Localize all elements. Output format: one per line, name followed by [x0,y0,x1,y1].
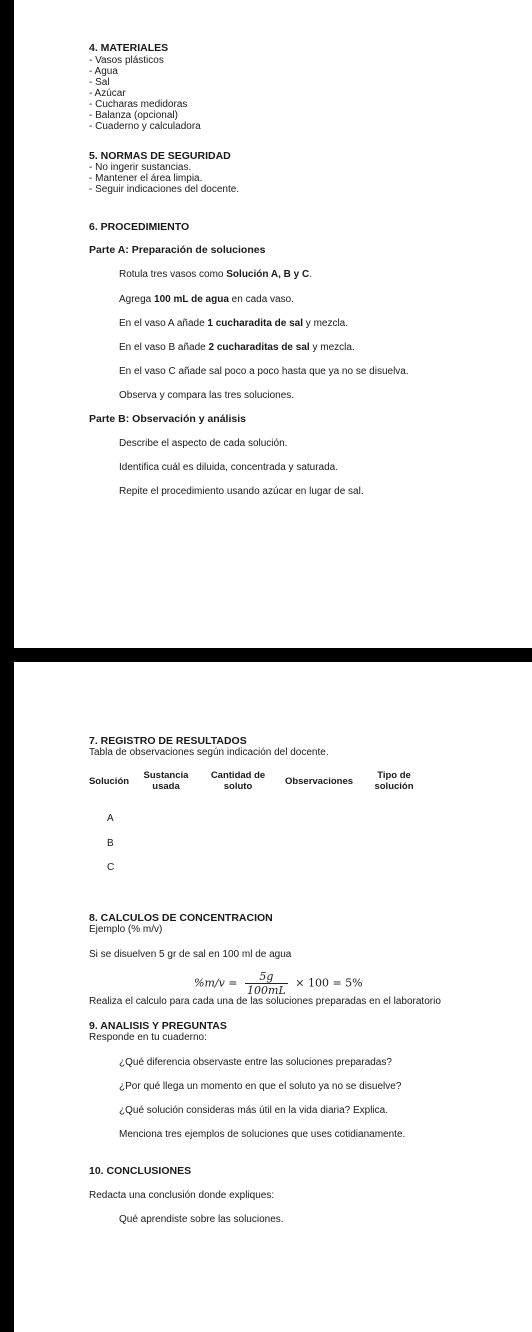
list-item: - Agua [89,66,118,77]
col-header-solucion: Solución [88,775,130,787]
list-item: - Vasos plásticos [89,55,164,66]
parte-a-step-5: En el vaso C añade sal poco a poco hasta que ya no se disuelva. [119,366,409,377]
formula-numerator: 5g [245,970,288,984]
conclusiones-item-1: Qué aprendiste sobre las soluciones. [119,1214,284,1225]
col-header-observaciones: Observaciones [284,775,354,787]
question-4: Menciona tres ejemplos de soluciones que uses cotidianamente. [119,1129,406,1140]
list-item: - Sal [89,77,110,88]
parte-a-step-2: Agrega 100 mL de agua en cada vaso. [119,294,294,305]
list-item: - Cuaderno y calculadora [89,121,201,132]
parte-b-heading: Parte B: Observación y análisis [89,413,246,425]
procedimiento-heading: 6. PROCEDIMIENTO [89,221,190,233]
list-item: - Azúcar [89,88,126,99]
conclusiones-subtitle: Redacta una conclusión donde expliques: [89,1190,275,1201]
normas-heading: 5. NORMAS DE SEGURIDAD [89,150,231,162]
materiales-list [89,55,201,132]
parte-a-heading: Parte A: Preparación de soluciones [89,244,266,256]
parte-b-step-1: Describe el aspecto de cada solución. [119,438,288,449]
parte-a-step-1: Rotula tres vasos como Solución A, B y C. [119,269,313,280]
parte-a-step-4: En el vaso B añade 2 cucharaditas de sal y mezcla. [119,342,355,353]
analisis-subtitle: Responde en tu cuaderno: [89,1032,207,1043]
document-page-2 [14,662,532,1332]
parte-a-step-3: En el vaso A añade 1 cucharadita de sal y mezcla. [119,318,349,329]
table-header-row [86,770,426,792]
row-label-b: B [107,838,114,849]
concentration-formula [194,970,363,997]
calculos-example: Ejemplo (% m/v) [89,924,163,935]
col-header-tipo: Tipo de solución [374,770,414,792]
col-header-cantidad: Cantidad de soluto [210,770,266,792]
parte-b-step-3: Repite el procedimiento usando azúcar en lugar de sal. [119,486,364,497]
list-item: - Cucharas medidoras [89,99,188,110]
question-1: ¿Qué diferencia observaste entre las soluciones preparadas? [119,1057,392,1068]
document-page-1 [14,0,532,648]
list-item: - Seguir indicaciones del docente. [89,184,240,195]
question-2: ¿Por qué llega un momento en que el soluto ya no se disuelve? [119,1081,402,1092]
question-3: ¿Qué solución consideras más útil en la vida diaria? Explica. [119,1105,389,1116]
parte-b-step-2: Identifica cuál es diluida, concentrada y saturada. [119,462,339,473]
row-label-a: A [107,813,114,824]
list-item: - Balanza (opcional) [89,110,178,121]
normas-list [89,162,239,195]
registro-subtitle: Tabla de observaciones según indicación del docente. [89,747,329,758]
calculos-statement: Si se disuelven 5 gr de sal en 100 ml de agua [89,949,292,960]
calculos-instruction: Realiza el calculo para cada una de las soluciones preparadas en el laboratorio [89,996,441,1007]
results-table [86,770,426,792]
row-label-c: C [107,862,115,873]
formula-denominator: 100mL [247,984,286,997]
registro-heading: 7. REGISTRO DE RESULTADOS [89,735,247,747]
formula-fraction [245,970,288,997]
col-header-sustancia: Sustancia usada [143,770,189,792]
parte-a-step-6: Observa y compara las tres soluciones. [119,390,295,401]
formula-lhs: %m/v = [194,976,238,990]
materiales-heading: 4. MATERIALES [89,42,169,54]
list-item: - Mantener el área limpia. [89,173,203,184]
formula-rhs: × 100 = 5% [295,976,363,990]
analisis-heading: 9. ANALISIS Y PREGUNTAS [89,1020,227,1032]
list-item: - No ingerir sustancias. [89,162,192,173]
calculos-heading: 8. CALCULOS DE CONCENTRACION [89,912,273,924]
conclusiones-heading: 10. CONCLUSIONES [89,1165,192,1177]
